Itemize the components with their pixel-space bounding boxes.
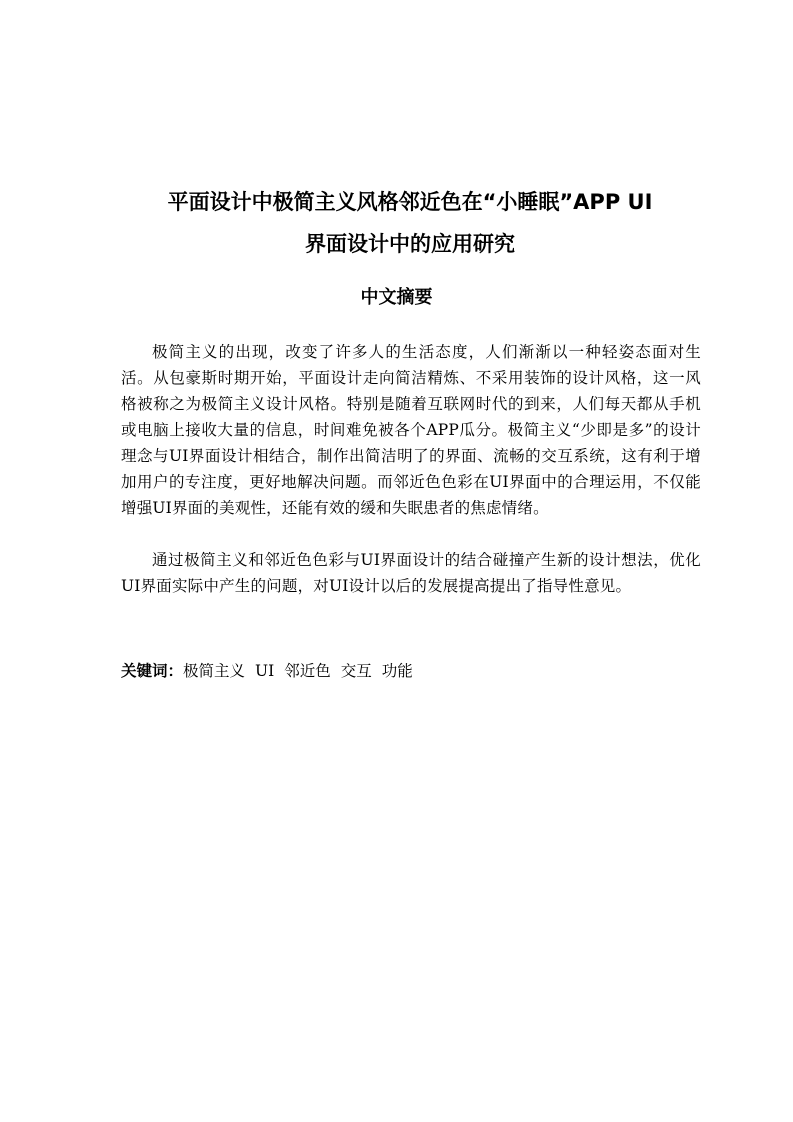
abstract-paragraph-1-block — [121, 339, 701, 521]
keywords-label: 关键词： — [121, 662, 184, 680]
keyword: 邻近色 — [284, 662, 331, 680]
keyword: 极简主义 — [183, 662, 246, 680]
abstract-paragraph-2: 通过极简主义和邻近色色彩与UI界面设计的结合碰撞产生新的设计想法，优化UI界面实际中产生的问题，对UI设计以后的发展提高提出了指导性意见。 — [121, 551, 701, 595]
keyword: 功能 — [381, 662, 413, 680]
document-title-line-1: 平面设计中极简主义风格邻近色在“小睡眠”APP UI — [167, 190, 653, 214]
abstract-heading: 中文摘要 — [360, 287, 433, 308]
keyword: UI — [255, 662, 275, 680]
document-title-line-2: 界面设计中的应用研究 — [305, 232, 515, 256]
abstract-paragraph-2-block — [121, 547, 701, 599]
keywords-line — [121, 658, 413, 684]
abstract-paragraph-1: 极简主义的出现，改变了许多人的生活态度，人们渐渐以一种轻姿态面对生活。从包豪斯时期开始，平面设计走向简洁精炼、不采用装饰的设计风格，这一风格被称之为极简主义设计风格。特别是随着互联网时代的到来，人们每天都从手机或电脑上接收大量的信息，时间难免被各个APP瓜分。极简主义“少即是多”的设计理念与UI界面设计相结合，制作出简洁明了的界面、流畅的交互系统，这有利于增加用户的专注度，更好地解决问题。而邻近色色彩在UI界面中的合理运用，不仅能增强UI界面的美观性，还能有效的缓和失眠患者的焦虑情绪。 — [121, 343, 701, 517]
keyword: 交互 — [340, 662, 372, 680]
